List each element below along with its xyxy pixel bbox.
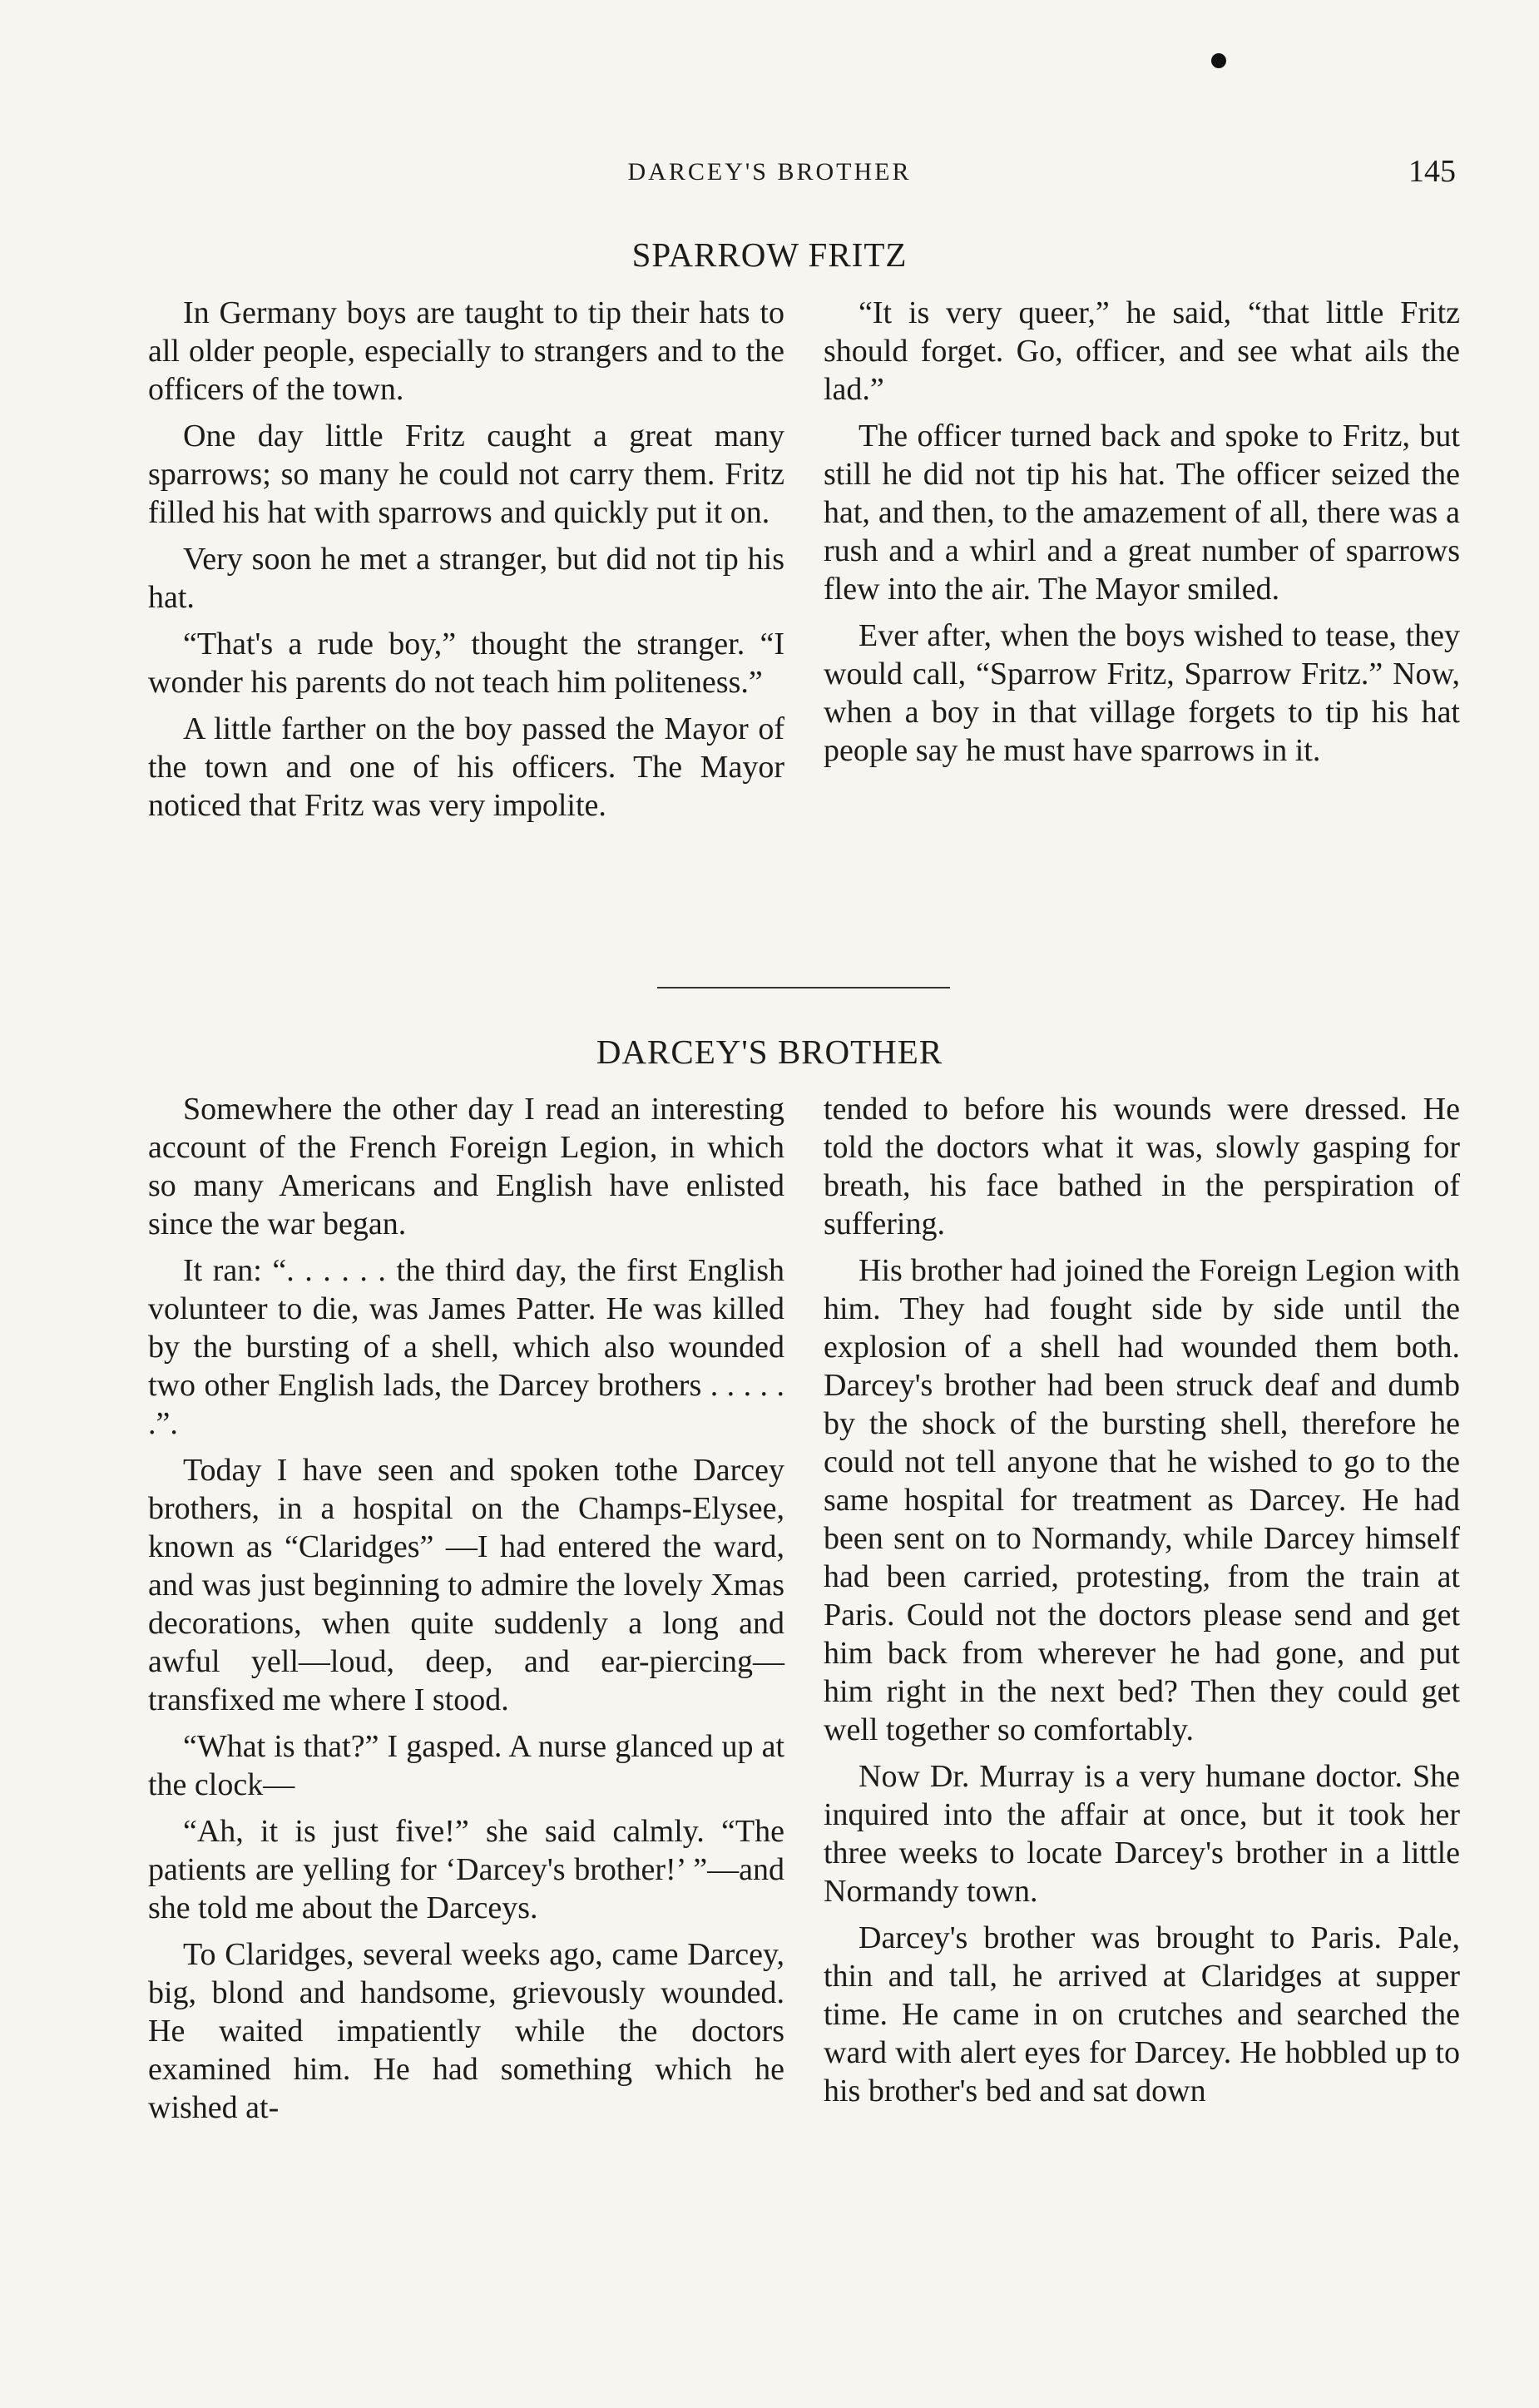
- paragraph: A little farther on the boy passed the Mayor of the town and one of his officers. The Mayor noticed that Fritz was very impolite.: [148, 711, 784, 823]
- paragraph: It ran: “. . . . . . the third day, the first English volunteer to die, was James Patter. He was killed by the bursting of a shell, which also wounded two other English lads, the Darcey brothers . . . . . .”.: [148, 1253, 784, 1441]
- paragraph: Now Dr. Murray is a very humane doctor. She inquired into the affair at once, but it took her three weeks to locate Darcey's brother in a little Normandy town.: [824, 1759, 1460, 1909]
- paragraph: In Germany boys are taught to tip their hats to all older people, especially to strangers and to the officers of the town.: [148, 295, 784, 407]
- sparrow-fritz-right-column: [824, 294, 1460, 778]
- darceys-brother-left-column: [148, 1090, 784, 2135]
- darceys-brother-right-column: [824, 1090, 1460, 2118]
- paragraph: Ever after, when the boys wished to tease, they would call, “Sparrow Fritz, Sparrow Fritz.” Now, when a boy in that village forgets to tip his hat people say he must have sparrows in it.: [824, 618, 1460, 768]
- paragraph: “Ah, it is just five!” she said calmly. “The patients are yelling for ‘Darcey's brother!’ ”—and she told me about the Darceys.: [148, 1814, 784, 1925]
- story-title-sparrow-fritz: SPARROW FRITZ: [631, 235, 908, 274]
- section-divider: [657, 987, 950, 988]
- ink-dot: [1211, 53, 1226, 68]
- paragraph-continued: tended to before his wounds were dressed. He told the doctors what it was, slowly gasping for breath, his face bathed in the perspiration of suffering.: [824, 1092, 1460, 1241]
- paragraph: “That's a rude boy,” thought the stranger. “I wonder his parents do not teach him politeness.”: [148, 627, 784, 700]
- paragraph: To Claridges, several weeks ago, came Darcey, big, blond and handsome, grievously wounded. He waited impatiently while the doctors examined him. He had something which he wished at-: [148, 1937, 784, 2125]
- paragraph: The officer turned back and spoke to Fritz, but still he did not tip his hat. The officer seized the hat, and then, to the amazement of all, there was a rush and a whirl and a great number of sparrows flew into the air. The Mayor smiled.: [824, 419, 1460, 607]
- paragraph: Very soon he met a stranger, but did not tip his hat.: [148, 542, 784, 615]
- paragraph: One day little Fritz caught a great many sparrows; so many he could not carry them. Fritz filled his hat with sparrows and quickly put it on.: [148, 419, 784, 530]
- sparrow-fritz-left-column: [148, 294, 784, 833]
- paragraph: His brother had joined the Foreign Legion with him. They had fought side by side until the explosion of a shell had wounded them both. Darcey's brother had been struck deaf and dumb by the shock of the bursting shell, therefore he could not tell anyone that he wished to go to the same hospital for treatment as Darcey. He had been sent on to Normandy, while Darcey himself had been carried, protesting, from the train at Paris. Could not the doctors please send and get him back from wherever he had gone, and put him right in the next bed? Then they could get well together so comfortably.: [824, 1253, 1460, 1747]
- paragraph: Today I have seen and spoken tothe Darcey brothers, in a hospital on the Champs-Elysee, known as “Claridges” —I had entered the ward, and was just beginning to admire the lovely Xmas decorations, when quite suddenly a long and awful yell—loud, deep, and ear-piercing—transfixed me where I stood.: [148, 1453, 784, 1717]
- paragraph: Darcey's brother was brought to Paris. Pale, thin and tall, he arrived at Claridges at supper time. He came in on crutches and searched the ward with alert eyes for Darcey. He hobbled up to his brother's bed and sat down: [824, 1920, 1460, 2108]
- paragraph: Somewhere the other day I read an interesting account of the French Foreign Legion, in which so many Americans and English have enlisted since the war began.: [148, 1092, 784, 1241]
- running-head: DARCEY'S BROTHER: [627, 158, 912, 186]
- paragraph: “What is that?” I gasped. A nurse glanced up at the clock—: [148, 1729, 784, 1802]
- paragraph: “It is very queer,” he said, “that little Fritz should forget. Go, officer, and see what ails the lad.”: [824, 295, 1460, 407]
- page-number: 145: [1408, 154, 1456, 189]
- story-title-darceys-brother: DARCEY'S BROTHER: [596, 1033, 943, 1071]
